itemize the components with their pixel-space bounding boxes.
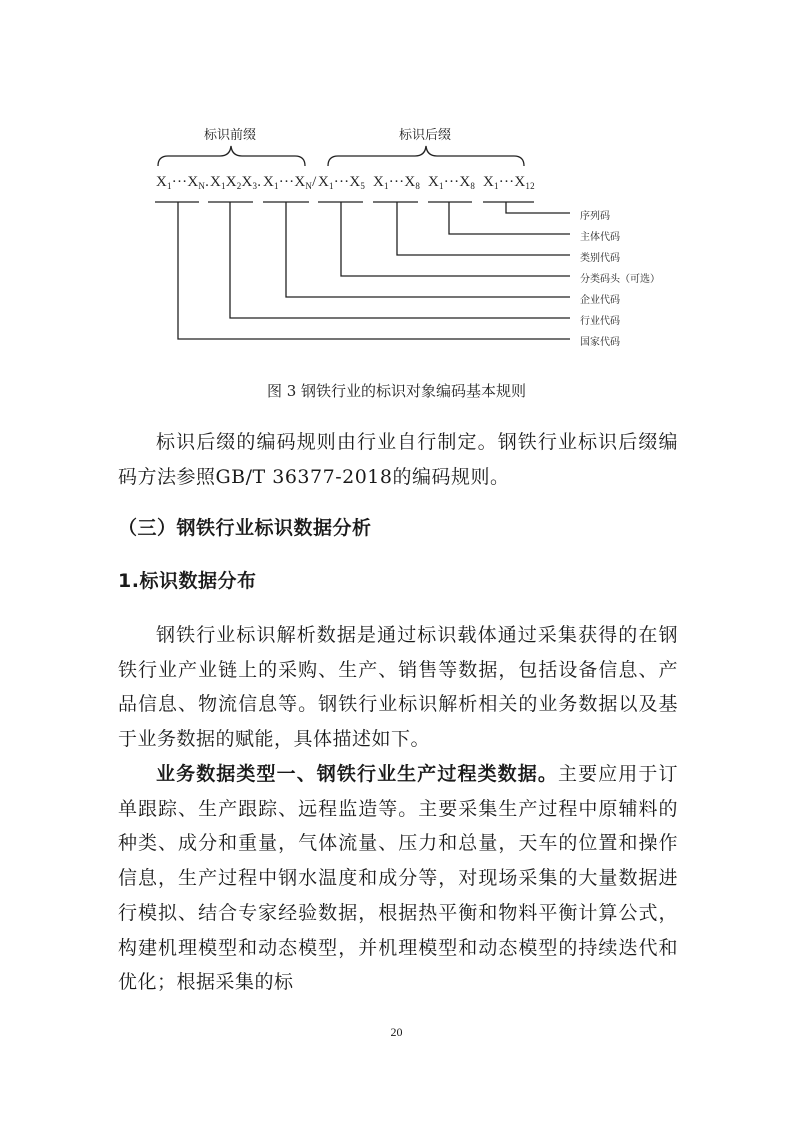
code-seg-5: $X_1\cdot\cdot\cdot X_8$ [373, 174, 421, 191]
leader-serial [506, 202, 570, 213]
leader-category [397, 202, 570, 255]
figure-caption: 图 3 钢铁行业的标识对象编码基本规则 [266, 382, 527, 400]
code-seg-1: $X_1\cdot\cdot\cdot X_N$. [156, 174, 210, 191]
code-label-category: 类别代码 [580, 253, 620, 264]
code-seg-2: $X_1X_2X_3$. [210, 174, 262, 191]
paragraph-lead: 业务数据类型一、钢铁行业生产过程类数据。 [156, 763, 558, 785]
page-number: 20 [390, 1025, 403, 1039]
paragraph-body: 主要应用于订单跟踪、生产跟踪、远程监造等。主要采集生产过程中原辅料的种类、成分和重量，气体流量、压力和总量，天车的位置和操作信息，生产过程中钢水温度和成分等，对现场采集的大量数据进行模拟、结合专家经验数据，根据热平衡和物料平衡计算公式，构建机理模型和动态模型，并机理模型和动态模型的持续迭代和优化；根据采集的标 [118, 763, 678, 994]
code-label-serial: 序列码 [580, 211, 610, 222]
prefix-brace [158, 146, 305, 166]
sub-heading: 1.标识数据分布 [118, 570, 257, 592]
paragraph-data-type-one [118, 757, 678, 1000]
code-seg-4: $X_1\cdot\cdot\cdot X_5$ [318, 174, 366, 191]
code-seg-7: $X_1\cdot\cdot\cdot X_{12}$ [483, 174, 535, 191]
encoding-rule-diagram [0, 0, 793, 370]
paragraph-data-distribution: 钢铁行业标识解析数据是通过标识载体通过采集获得的在钢铁行业产业链上的采购、生产、销售等数据，包括设备信息、产品信息、物流信息等。钢铁行业标识解析相关的业务数据以及基于业务数据的赋能，具体描述如下。 [118, 624, 678, 751]
code-seg-3: $X_1\cdot\cdot\cdot X_N/$ [263, 174, 317, 191]
code-label-country: 国家代码 [580, 337, 620, 348]
code-seg-6: $X_1\cdot\cdot\cdot X_8$ [428, 174, 476, 191]
code-label-industry: 行业代码 [580, 316, 620, 327]
paragraph-suffix-rule: 标识后缀的编码规则由行业自行制定。钢铁行业标识后缀编码方法参照GB/T 36377-2018的编码规则。 [118, 431, 678, 488]
suffix-brace [328, 146, 524, 166]
prefix-label: 标识前缀 [204, 128, 257, 143]
code-label-classhead: 分类码头（可选） [580, 274, 660, 285]
leader-enterprise [286, 202, 570, 297]
leader-subject [449, 202, 570, 234]
section-heading: （三）钢铁行业标识数据分析 [118, 517, 372, 539]
code-label-subject: 主体代码 [580, 232, 620, 243]
leader-industry [230, 202, 570, 318]
code-label-enterprise: 企业代码 [580, 295, 620, 306]
suffix-label: 标识后缀 [399, 128, 452, 143]
